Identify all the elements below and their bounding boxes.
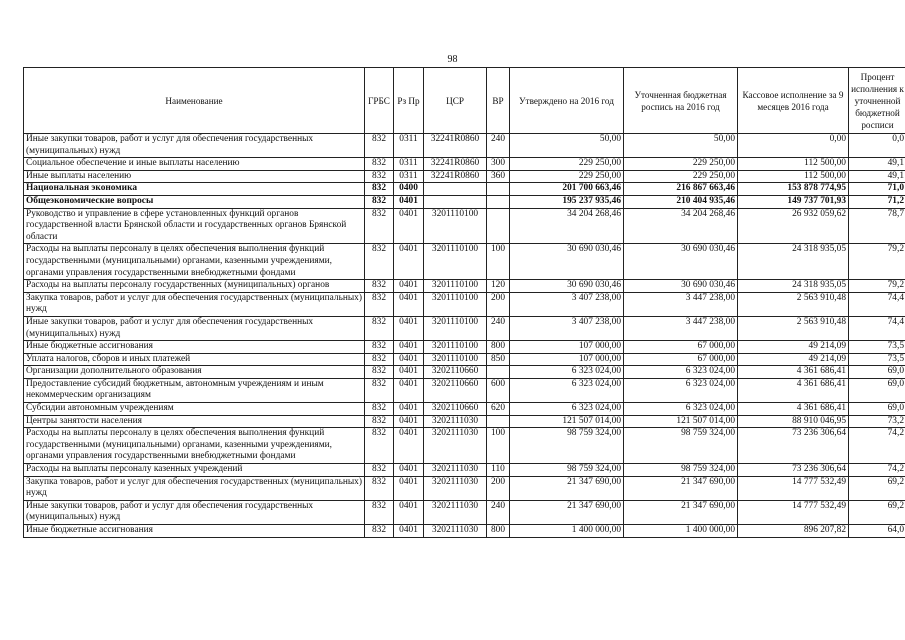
cell-grbs: 832	[365, 208, 394, 244]
cell-vr: 800	[487, 525, 510, 538]
cell-cash: 112 500,00	[738, 158, 849, 171]
cell-percent: 71,2	[849, 195, 905, 208]
cell-percent: 64,0	[849, 525, 905, 538]
cell-name: Иные закупки товаров, работ и услуг для обеспечения государственных (муниципальных) нужд	[24, 500, 365, 524]
cell-grbs: 832	[365, 158, 394, 171]
cell-cash: 24 318 935,05	[738, 244, 849, 280]
cell-percent: 74,4	[849, 316, 905, 340]
header-vr: ВР	[487, 68, 510, 134]
cell-vr: 240	[487, 500, 510, 524]
cell-percent: 69,2	[849, 500, 905, 524]
cell-cash: 24 318 935,05	[738, 280, 849, 293]
cell-grbs: 832	[365, 464, 394, 477]
cell-grbs: 832	[365, 525, 394, 538]
cell-approved: 34 204 268,46	[510, 208, 624, 244]
cell-cash: 896 207,82	[738, 525, 849, 538]
cell-grbs: 832	[365, 134, 394, 158]
cell-percent: 73,5	[849, 353, 905, 366]
cell-approved: 121 507 014,00	[510, 415, 624, 428]
header-name: Наименование	[24, 68, 365, 134]
cell-vr	[487, 195, 510, 208]
cell-name: Иные бюджетные ассигнования	[24, 525, 365, 538]
cell-name: Расходы на выплаты персоналу в целях обеспечения выполнения функций государственными (муниципальными) органами, казенными учреждениями, органами управления государственными внебюджетными фондами	[24, 244, 365, 280]
cell-csr	[424, 195, 487, 208]
table-row	[24, 195, 905, 208]
cell-rz-pr: 0401	[394, 476, 424, 500]
cell-approved: 6 323 024,00	[510, 403, 624, 416]
cell-percent: 69,0	[849, 378, 905, 402]
cell-rz-pr: 0400	[394, 183, 424, 196]
cell-specified: 21 347 690,00	[624, 500, 738, 524]
table-row	[24, 208, 905, 244]
cell-approved: 98 759 324,00	[510, 464, 624, 477]
cell-specified: 98 759 324,00	[624, 464, 738, 477]
cell-vr: 300	[487, 158, 510, 171]
cell-approved: 30 690 030,46	[510, 244, 624, 280]
cell-rz-pr: 0401	[394, 403, 424, 416]
cell-vr: 850	[487, 353, 510, 366]
cell-name: Социальное обеспечение и иные выплаты населению	[24, 158, 365, 171]
cell-cash: 14 777 532,49	[738, 476, 849, 500]
cell-specified: 229 250,00	[624, 158, 738, 171]
table-row	[24, 500, 905, 524]
table-row	[24, 415, 905, 428]
cell-name: Расходы на выплаты персоналу в целях обеспечения выполнения функций государственными (муниципальными) органами, казенными учреждениями, органами управления государственными внебюджетными фондами	[24, 428, 365, 464]
cell-name: Субсидии автономным учреждениям	[24, 403, 365, 416]
table-row	[24, 353, 905, 366]
cell-name: Расходы на выплаты персоналу казенных учреждений	[24, 464, 365, 477]
cell-rz-pr: 0401	[394, 244, 424, 280]
cell-cash: 2 563 910,48	[738, 316, 849, 340]
cell-approved: 6 323 024,00	[510, 378, 624, 402]
cell-grbs: 832	[365, 316, 394, 340]
cell-name: Закупка товаров, работ и услуг для обеспечения государственных (муниципальных) нужд	[24, 292, 365, 316]
cell-csr	[424, 183, 487, 196]
cell-grbs: 832	[365, 280, 394, 293]
cell-specified: 121 507 014,00	[624, 415, 738, 428]
cell-specified: 50,00	[624, 134, 738, 158]
cell-name: Национальная экономика	[24, 183, 365, 196]
cell-percent: 71,0	[849, 183, 905, 196]
cell-percent: 73,2	[849, 415, 905, 428]
table-header-row	[24, 68, 905, 134]
cell-vr: 200	[487, 292, 510, 316]
cell-specified: 30 690 030,46	[624, 280, 738, 293]
table-row	[24, 244, 905, 280]
cell-csr: 32241R0860	[424, 134, 487, 158]
cell-cash: 112 500,00	[738, 170, 849, 183]
cell-csr: 3201110100	[424, 292, 487, 316]
cell-approved: 107 000,00	[510, 341, 624, 354]
cell-specified: 6 323 024,00	[624, 403, 738, 416]
cell-rz-pr: 0401	[394, 341, 424, 354]
cell-grbs: 832	[365, 415, 394, 428]
cell-grbs: 832	[365, 292, 394, 316]
cell-percent: 74,4	[849, 292, 905, 316]
cell-csr: 3202110660	[424, 366, 487, 379]
header-rz-pr: Рз Пр	[394, 68, 424, 134]
cell-specified: 6 323 024,00	[624, 366, 738, 379]
cell-name: Организации дополнительного образования	[24, 366, 365, 379]
table-row	[24, 341, 905, 354]
table-row	[24, 464, 905, 477]
table-row	[24, 476, 905, 500]
cell-rz-pr: 0401	[394, 464, 424, 477]
cell-csr: 32241R0860	[424, 158, 487, 171]
cell-approved: 21 347 690,00	[510, 500, 624, 524]
cell-specified: 30 690 030,46	[624, 244, 738, 280]
budget-table	[23, 67, 905, 538]
cell-grbs: 832	[365, 403, 394, 416]
cell-rz-pr: 0401	[394, 415, 424, 428]
cell-vr: 100	[487, 428, 510, 464]
table-row	[24, 428, 905, 464]
cell-rz-pr: 0401	[394, 280, 424, 293]
cell-csr: 3201110100	[424, 280, 487, 293]
cell-specified: 229 250,00	[624, 170, 738, 183]
cell-rz-pr: 0401	[394, 316, 424, 340]
cell-rz-pr: 0401	[394, 292, 424, 316]
cell-csr: 3202111030	[424, 525, 487, 538]
cell-specified: 21 347 690,00	[624, 476, 738, 500]
cell-vr: 240	[487, 316, 510, 340]
cell-vr: 200	[487, 476, 510, 500]
cell-specified: 216 867 663,46	[624, 183, 738, 196]
table-row	[24, 183, 905, 196]
cell-percent: 49,1	[849, 170, 905, 183]
cell-csr: 3202111030	[424, 428, 487, 464]
cell-specified: 34 204 268,46	[624, 208, 738, 244]
cell-vr: 100	[487, 244, 510, 280]
header-approved: Утверждено на 2016 год	[510, 68, 624, 134]
cell-vr: 120	[487, 280, 510, 293]
cell-specified: 67 000,00	[624, 353, 738, 366]
table-row	[24, 292, 905, 316]
cell-percent: 74,2	[849, 428, 905, 464]
table-row	[24, 170, 905, 183]
cell-approved: 1 400 000,00	[510, 525, 624, 538]
cell-rz-pr: 0311	[394, 134, 424, 158]
cell-rz-pr: 0311	[394, 158, 424, 171]
cell-vr: 620	[487, 403, 510, 416]
cell-cash: 49 214,09	[738, 353, 849, 366]
cell-percent: 0,0	[849, 134, 905, 158]
header-cash: Кассовое исполнение за 9 месяцев 2016 года	[738, 68, 849, 134]
cell-percent: 69,0	[849, 403, 905, 416]
table-row	[24, 280, 905, 293]
cell-grbs: 832	[365, 170, 394, 183]
table-row	[24, 158, 905, 171]
header-grbs: ГРБС	[365, 68, 394, 134]
cell-approved: 229 250,00	[510, 170, 624, 183]
table-row	[24, 378, 905, 402]
cell-cash: 2 563 910,48	[738, 292, 849, 316]
cell-csr: 3202111030	[424, 464, 487, 477]
cell-cash: 4 361 686,41	[738, 366, 849, 379]
cell-cash: 73 236 306,64	[738, 428, 849, 464]
cell-vr: 240	[487, 134, 510, 158]
cell-approved: 229 250,00	[510, 158, 624, 171]
cell-approved: 195 237 935,46	[510, 195, 624, 208]
cell-percent: 79,2	[849, 280, 905, 293]
cell-name: Иные выплаты населению	[24, 170, 365, 183]
cell-vr: 110	[487, 464, 510, 477]
cell-percent: 69,0	[849, 366, 905, 379]
cell-cash: 149 737 701,93	[738, 195, 849, 208]
cell-name: Общеэкономические вопросы	[24, 195, 365, 208]
cell-specified: 210 404 935,46	[624, 195, 738, 208]
cell-percent: 69,2	[849, 476, 905, 500]
cell-csr: 3202111030	[424, 415, 487, 428]
cell-rz-pr: 0311	[394, 170, 424, 183]
cell-specified: 6 323 024,00	[624, 378, 738, 402]
cell-cash: 26 932 059,62	[738, 208, 849, 244]
cell-specified: 3 447 238,00	[624, 316, 738, 340]
cell-approved: 201 700 663,46	[510, 183, 624, 196]
cell-specified: 67 000,00	[624, 341, 738, 354]
cell-grbs: 832	[365, 341, 394, 354]
cell-csr: 32241R0860	[424, 170, 487, 183]
table-row	[24, 366, 905, 379]
cell-csr: 3202110660	[424, 403, 487, 416]
cell-specified: 3 447 238,00	[624, 292, 738, 316]
cell-name: Иные закупки товаров, работ и услуг для обеспечения государственных (муниципальных) нужд	[24, 134, 365, 158]
cell-name: Предоставление субсидий бюджетным, автономным учреждениям и иным некоммерческим организациям	[24, 378, 365, 402]
cell-grbs: 832	[365, 244, 394, 280]
table-row	[24, 134, 905, 158]
cell-percent: 78,7	[849, 208, 905, 244]
cell-rz-pr: 0401	[394, 353, 424, 366]
cell-cash: 88 910 046,95	[738, 415, 849, 428]
cell-grbs: 832	[365, 353, 394, 366]
cell-percent: 73,5	[849, 341, 905, 354]
header-specified: Уточненная бюджетная роспись на 2016 год	[624, 68, 738, 134]
cell-cash: 49 214,09	[738, 341, 849, 354]
cell-percent: 49,1	[849, 158, 905, 171]
cell-name: Закупка товаров, работ и услуг для обеспечения государственных (муниципальных) нужд	[24, 476, 365, 500]
cell-csr: 3201110100	[424, 208, 487, 244]
cell-csr: 3202111030	[424, 500, 487, 524]
table-row	[24, 525, 905, 538]
cell-name: Иные бюджетные ассигнования	[24, 341, 365, 354]
cell-csr: 3201110100	[424, 353, 487, 366]
cell-vr	[487, 183, 510, 196]
cell-csr: 3201110100	[424, 316, 487, 340]
cell-csr: 3202111030	[424, 476, 487, 500]
cell-grbs: 832	[365, 366, 394, 379]
cell-approved: 98 759 324,00	[510, 428, 624, 464]
cell-approved: 21 347 690,00	[510, 476, 624, 500]
cell-rz-pr: 0401	[394, 366, 424, 379]
cell-approved: 30 690 030,46	[510, 280, 624, 293]
cell-specified: 1 400 000,00	[624, 525, 738, 538]
cell-name: Уплата налогов, сборов и иных платежей	[24, 353, 365, 366]
cell-grbs: 832	[365, 476, 394, 500]
cell-rz-pr: 0401	[394, 428, 424, 464]
cell-percent: 74,2	[849, 464, 905, 477]
cell-vr: 600	[487, 378, 510, 402]
cell-name: Руководство и управление в сфере установленных функций органов государственной власти Брянской области и государственных органов Брянской области	[24, 208, 365, 244]
cell-csr: 3201110100	[424, 341, 487, 354]
cell-approved: 3 407 238,00	[510, 316, 624, 340]
table-row	[24, 403, 905, 416]
cell-vr: 800	[487, 341, 510, 354]
cell-percent: 79,2	[849, 244, 905, 280]
cell-vr: 360	[487, 170, 510, 183]
cell-name: Иные закупки товаров, работ и услуг для обеспечения государственных (муниципальных) нужд	[24, 316, 365, 340]
page-number: 98	[447, 54, 458, 65]
cell-rz-pr: 0401	[394, 208, 424, 244]
cell-vr	[487, 415, 510, 428]
cell-approved: 50,00	[510, 134, 624, 158]
cell-cash: 14 777 532,49	[738, 500, 849, 524]
cell-grbs: 832	[365, 378, 394, 402]
cell-cash: 0,00	[738, 134, 849, 158]
cell-grbs: 832	[365, 195, 394, 208]
cell-csr: 3202110660	[424, 378, 487, 402]
cell-csr: 3201110100	[424, 244, 487, 280]
cell-cash: 4 361 686,41	[738, 378, 849, 402]
cell-approved: 107 000,00	[510, 353, 624, 366]
cell-name: Центры занятости населения	[24, 415, 365, 428]
cell-grbs: 832	[365, 428, 394, 464]
cell-name: Расходы на выплаты персоналу государственных (муниципальных) органов	[24, 280, 365, 293]
table-body	[24, 134, 905, 538]
table-row	[24, 316, 905, 340]
header-csr: ЦСР	[424, 68, 487, 134]
cell-specified: 98 759 324,00	[624, 428, 738, 464]
cell-grbs: 832	[365, 183, 394, 196]
cell-rz-pr: 0401	[394, 500, 424, 524]
cell-cash: 4 361 686,41	[738, 403, 849, 416]
cell-cash: 73 236 306,64	[738, 464, 849, 477]
header-percent: Процент исполнения к уточненной бюджетной росписи	[849, 68, 905, 134]
cell-approved: 3 407 238,00	[510, 292, 624, 316]
cell-grbs: 832	[365, 500, 394, 524]
cell-cash: 153 878 774,95	[738, 183, 849, 196]
cell-rz-pr: 0401	[394, 378, 424, 402]
cell-rz-pr: 0401	[394, 525, 424, 538]
cell-approved: 6 323 024,00	[510, 366, 624, 379]
cell-rz-pr: 0401	[394, 195, 424, 208]
cell-vr	[487, 366, 510, 379]
cell-vr	[487, 208, 510, 244]
